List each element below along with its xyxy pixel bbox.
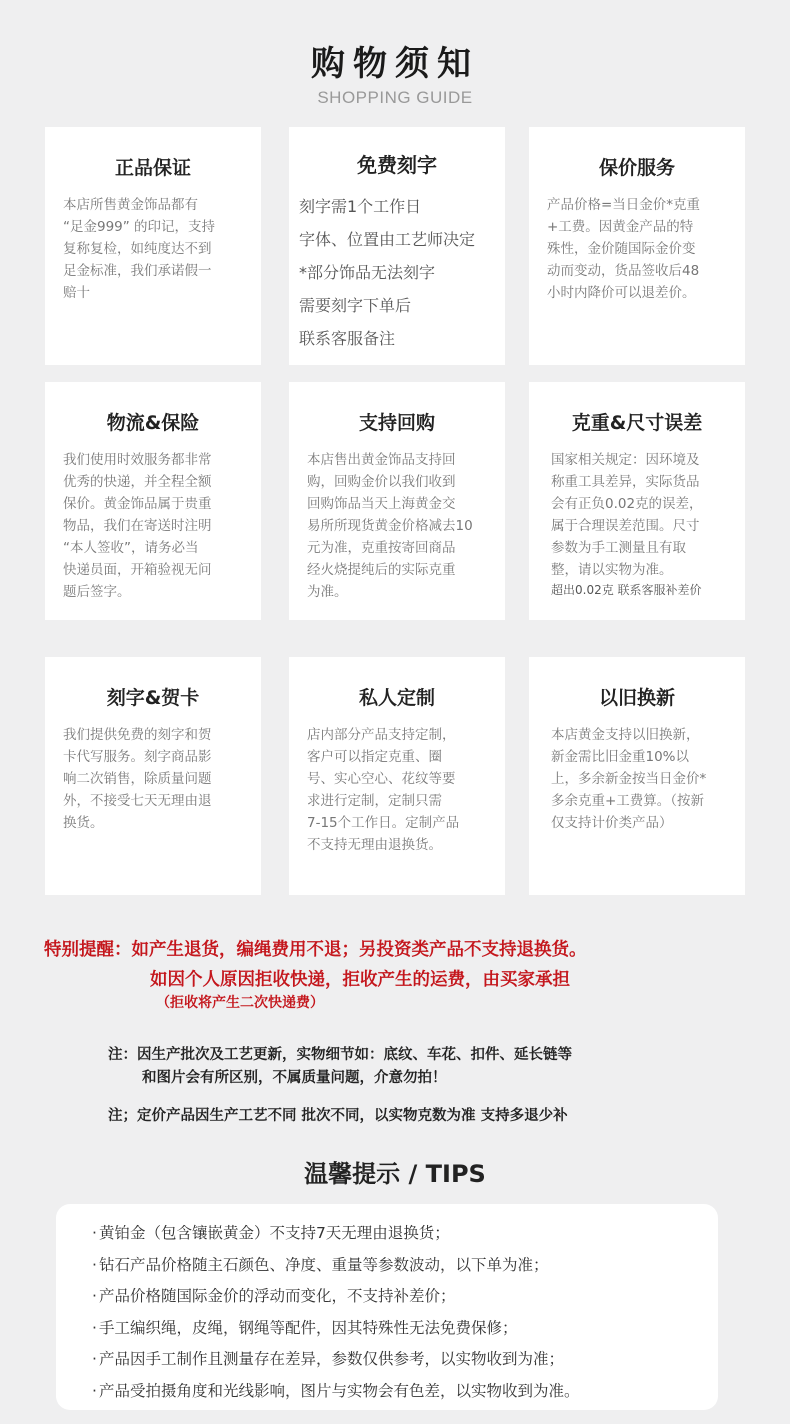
card-line: 复称复检，如纯度达不到: [63, 241, 212, 257]
card-line: 上，多余新金按当日金价*: [551, 771, 707, 787]
card-price-protection: [529, 127, 745, 365]
card-line: 刻字需1个工作日: [299, 197, 422, 216]
card-line: 店内部分产品支持定制，: [307, 727, 456, 743]
tips-item-text: 钻石产品价格随主石颜色、净度、重量等参数波动，以下单为准；: [98, 1255, 549, 1274]
card-title: 正品保证: [114, 157, 191, 179]
note-details-line2: 和图片会有所区别，不属质量问题，介意勿拍！: [142, 1070, 447, 1086]
card-free-engraving: [289, 127, 505, 365]
card-line: 经火烧提纯后的实际克重: [307, 562, 456, 578]
card-title: 物流&保险: [106, 412, 200, 434]
card-note: 超出0.02克 联系客服补差价: [551, 583, 702, 597]
card-line: 仅支持计价类产品）: [551, 815, 673, 831]
card-line: 卡代写服务。刻字商品影: [63, 749, 212, 765]
tips-item-text: 产品因手工制作且测量存在差异，参数仅供参考，以实物收到为准；: [98, 1350, 564, 1368]
card-title: 以旧换新: [598, 687, 675, 709]
card-line: 产品价格=当日金价*克重: [547, 197, 701, 213]
page-subtitle: SHOPPING GUIDE: [317, 88, 473, 107]
card-line: 回购饰品当天上海黄金交: [307, 496, 456, 512]
tips-item: [92, 1376, 718, 1408]
bullet: ·: [92, 1287, 97, 1305]
card-line: 足金标准，我们承诺假一: [63, 263, 212, 279]
card-line: 元为准，克重按寄回商品: [307, 540, 456, 556]
card-title: 克重&尺寸误差: [571, 412, 703, 434]
tips-item-text: 黄铂金（包含镶嵌黄金）不支持7天无理由退换货；: [98, 1224, 450, 1242]
card-line: 快递员面，开箱验视无问: [63, 562, 212, 578]
card-line: 动而变动，货品签收后48: [547, 263, 700, 279]
card-line: 我们提供免费的刻字和贺: [63, 727, 212, 743]
card-line: +工费。因黄金产品的特: [547, 219, 694, 235]
card-title: 免费刻字: [357, 153, 437, 177]
bullet: ·: [92, 1350, 97, 1368]
tips-item: [92, 1218, 718, 1250]
card-line: 字体、位置由工艺师决定: [299, 230, 476, 249]
tips-box: [56, 1204, 718, 1410]
card-custom-order: [289, 657, 505, 895]
tips-item-text: 手工编织绳，皮绳，钢绳等配件，因其特殊性无法免费保修；: [98, 1318, 518, 1337]
note-fixed-price: 注；定价产品因生产工艺不同 批次不同，以实物克数为准 支持多退少补: [108, 1108, 568, 1124]
card-title: 私人定制: [358, 687, 435, 709]
card-line: 外，不接受七天无理由退: [63, 793, 212, 809]
card-line: 保价。黄金饰品属于贵重: [63, 496, 212, 512]
card-line: 换货。: [63, 815, 104, 831]
card-title: 刻字&贺卡: [106, 687, 200, 709]
refusal-shipping-notice: 如因个人原因拒收快递，拒收产生的运费，由买家承担: [150, 970, 570, 990]
card-line: 会有正负0.02克的误差，: [551, 496, 703, 512]
card-line: 本店所售黄金饰品都有: [63, 197, 198, 213]
card-line: *部分饰品无法刻字: [299, 263, 436, 282]
bullet: ·: [92, 1255, 97, 1274]
card-line: 殊性，金价随国际金价变: [547, 241, 696, 257]
tips-item-text: 产品受拍摄角度和光线影响，图片与实物会有色差，以实物收到为准。: [98, 1381, 580, 1400]
card-line: 求进行定制，定制只需: [307, 793, 442, 809]
bullet: ·: [92, 1224, 97, 1242]
card-trade-in: [529, 657, 745, 895]
tips-item: [92, 1281, 718, 1313]
card-engraving-greeting: [45, 657, 261, 895]
card-line: 我们使用时效服务都非常: [63, 452, 212, 468]
card-line: 整，请以实物为准。: [551, 562, 673, 578]
card-buyback: [289, 382, 505, 620]
card-genuine-guarantee: [45, 127, 261, 365]
card-title: 支持回购: [358, 412, 435, 434]
card-line: 7-15个工作日。定制产品: [307, 815, 460, 831]
card-line: 为准。: [307, 584, 348, 600]
card-logistics-insurance: [45, 382, 261, 620]
card-title: 保价服务: [598, 157, 675, 179]
card-line: 不支持无理由退换货。: [307, 837, 442, 853]
tips-item: [92, 1250, 718, 1282]
card-line: 新金需比旧金重10%以: [551, 749, 690, 765]
page-title: 购物须知: [311, 44, 479, 84]
card-line: 赔十: [63, 285, 90, 301]
refusal-second-shipping-notice: （拒收将产生二次快递费）: [156, 995, 324, 1011]
card-line: 国家相关规定：因环境及: [551, 452, 700, 468]
card-weight-size-tolerance: [529, 382, 745, 620]
card-line: 购，回购金价以我们收到: [307, 474, 456, 490]
card-line: 需要刻字下单后: [299, 296, 412, 315]
card-line: 小时内降价可以退差价。: [547, 285, 696, 301]
tips-item-text: 产品价格随国际金价的浮动而变化，不支持补差价；: [98, 1287, 456, 1305]
card-line: 参数为手工测量且有取: [551, 540, 686, 556]
tips-title: 温馨提示 / TIPS: [304, 1160, 486, 1188]
card-line: 优秀的快递，并全程全额: [63, 474, 212, 490]
card-line: 客户可以指定克重、圈: [307, 749, 442, 765]
card-line: 多余克重+工费算。（按新: [551, 793, 705, 809]
card-line: 易所所现货黄金价格减去10: [307, 518, 473, 534]
bullet: ·: [92, 1318, 97, 1337]
card-line: 本店售出黄金饰品支持回: [307, 452, 456, 468]
card-line: 响二次销售，除质量问题: [63, 771, 212, 787]
special-reminder: 特别提醒：如产生退货，编绳费用不退；另投资类产品不支持退换货。: [44, 940, 587, 960]
note-details-line1: 注：因生产批次及工艺更新，实物细节如：底纹、车花、扣件、延长链等: [108, 1047, 572, 1063]
card-line: “本人签收”，请务必当: [63, 540, 199, 556]
card-line: 题后签字。: [63, 584, 131, 600]
card-line: 属于合理误差范围。尺寸: [551, 518, 700, 534]
card-line: 联系客服备注: [299, 329, 396, 348]
tips-item: [92, 1344, 718, 1376]
card-line: 物品，我们在寄送时注明: [63, 518, 212, 534]
card-line: “足金999” 的印记，支持: [63, 219, 216, 235]
bullet: ·: [92, 1381, 97, 1400]
card-line: 号、实心空心、花纹等要: [307, 771, 456, 787]
card-line: 本店黄金支持以旧换新，: [551, 727, 700, 743]
tips-item: [92, 1313, 718, 1345]
card-line: 称重工具差异，实际货品: [551, 474, 700, 490]
